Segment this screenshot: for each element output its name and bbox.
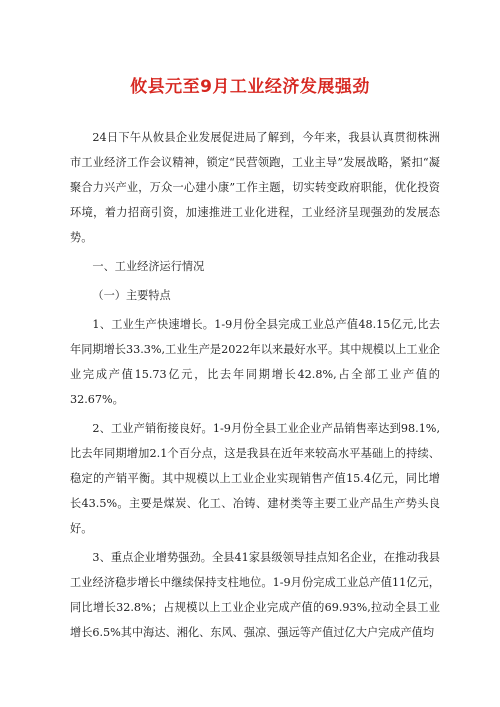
document-title: 攸县元至9月工业经济发展强劲: [130, 77, 370, 97]
paragraph-item-1: 1、工业生产快速增长。1-9月份全县完成工业总产值48.15亿元,比去年同期增长33.3%,工业生产是2022年以来最好水平。其中规模以上工业企业完成产值15.73亿元，比去年同期增长42.8%,占全部工业产值的32.67%。: [70, 318, 440, 406]
section-heading: 一、工业经济运行情况: [92, 260, 205, 273]
paragraph-intro: 24日下午从攸县企业发展促进局了解到，今年来，我县认真贯彻株洲市工业经济工作会议精神，锁定“民营领跑，工业主导”发展战略，紧扣“凝聚合力兴产业，万众一心建小康”工作主题，切实转变政府职能，优化投资环境，着力招商引资，加速推进工业化进程，工业经济呈现强劲的发展态势。: [70, 131, 440, 244]
subsection-heading: （一）主要特点: [92, 289, 171, 302]
paragraph-item-2: 2、工业产销衔接良好。1-9月份全县工业企业产品销售率达到98.1%,比去年同期增加2.1个百分点，这是我县在近年来较高水平基础上的持续、稳定的产销平衡。其中规模以上工业企业实现销售产值15.4亿元，同比增长43.5%。主要是煤炭、化工、冶铸、建材类等主要工业产品生产势头良好。: [70, 422, 440, 535]
document-body: [70, 125, 440, 645]
paragraph-item-3: 3、重点企业增势强劲。全县41家县级领导挂点知名企业，在推动我县工业经济稳步增长中继续保持支柱地位。1-9月份完成工业总产值11亿元，同比增长32.8%；占规模以上工业企业完成产值的69.93%,拉动全县工业增长6.5%其中海达、湘化、东风、强凉、强远等产值过亿大户完成产值均: [70, 551, 440, 639]
